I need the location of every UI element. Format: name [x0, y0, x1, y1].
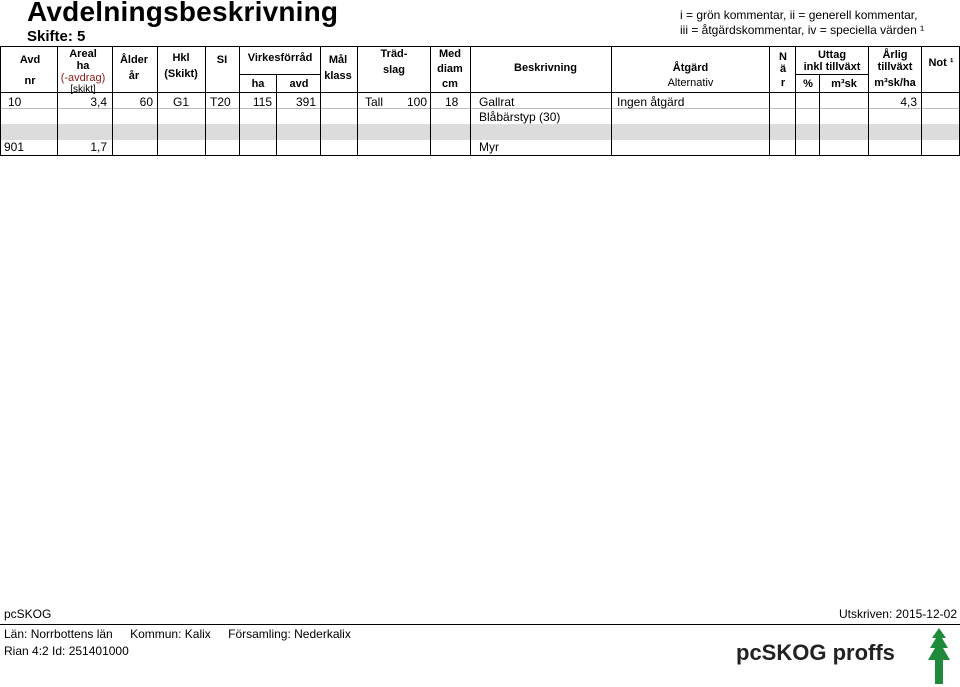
footer-kommun: Kommun: Kalix [130, 627, 211, 641]
cell-beskrivning: Gallrat [479, 95, 515, 109]
brand-logo-text: pcSKOG proffs [736, 640, 895, 665]
comment-legend [680, 8, 924, 38]
header-top-rule [0, 46, 960, 47]
cell-atgard: Ingen åtgärd [617, 95, 685, 109]
col-hkl-label: Hkl [172, 52, 190, 64]
col-vf-avd-header: avd [289, 78, 309, 90]
footer-lan: Län: Norrbottens län [4, 627, 113, 641]
col-uttag-sublabel: inkl tillväxt [803, 61, 861, 73]
col-uttag-m3-header: m³sk [831, 78, 857, 90]
col-malklass-label: Mål [328, 54, 348, 66]
col-beskrivning-header: Beskrivning [514, 62, 577, 74]
cell-beskrivning: Myr [479, 140, 499, 154]
col-meddiam-sublabel: diam [437, 63, 463, 75]
col-uttag-header [796, 49, 868, 73]
cell-vf-avd: 391 [295, 95, 316, 109]
col-vf-ha-header: ha [251, 78, 265, 90]
table-bottom-rule [0, 155, 960, 156]
col-hkl-sublabel: (Skikt) [164, 68, 198, 80]
col-alder-label: Ålder [119, 54, 149, 66]
col-uttag-label: Uttag [817, 49, 847, 61]
cell-avd: 10 [8, 95, 22, 109]
footer-property-id: Rian 4:2 Id: 251401000 [4, 644, 129, 658]
cell-si: T20 [210, 95, 231, 109]
col-si-header: SI [216, 54, 228, 66]
col-areal-label: Areal [69, 48, 97, 60]
col-hkl-header [158, 52, 204, 80]
cell-avd: 901 [4, 140, 25, 154]
col-virkesforrad-header: Virkesförråd [247, 52, 313, 64]
cell-tradslag: Tall [365, 95, 384, 109]
col-areal-layer: [skikt] [70, 84, 96, 95]
header-bottom-rule [0, 92, 960, 93]
subtitle-skifte: Skifte: 5 [27, 28, 86, 45]
col-avd-header [10, 54, 50, 87]
tree-logo-icon [927, 628, 951, 684]
col-avd-label: Avd [19, 54, 41, 66]
col-areal-unit: ha [76, 60, 90, 72]
col-not-header: Not ¹ [928, 57, 954, 69]
page-title: Avdelningsbeskrivning [27, 0, 339, 27]
legend-line-2: iii = åtgärdskommentar, iv = speciella värden ¹ [680, 23, 925, 37]
cell-areal: 1,7 [90, 140, 107, 154]
footer-app-name: pcSKOG [4, 607, 52, 621]
col-arlig-header [868, 49, 922, 89]
col-nar-letter-3: r [780, 77, 786, 89]
cell-beskrivning-line2: Blåbärstyp (30) [479, 110, 561, 124]
col-alder-unit: år [128, 70, 140, 82]
col-nar-letter-2: ä [779, 63, 787, 75]
col-uttag-pct-header: % [803, 78, 813, 90]
col-areal-deduction: (-avdrag) [60, 72, 106, 84]
col-arlig-sublabel: tillväxt [877, 61, 913, 73]
col-tradslag-sublabel: slag [382, 64, 405, 76]
virkesforrad-subrule [240, 74, 320, 75]
cell-arlig: 4,3 [900, 95, 917, 109]
col-malklass-header [320, 54, 356, 82]
legend-line-1: i = grön kommentar, ii = generell kommentar, [680, 8, 918, 22]
cell-tradslag-pct: 100 [406, 95, 427, 109]
col-meddiam-label: Med [439, 48, 461, 60]
col-tradslag-header [366, 48, 422, 76]
footer-forsamling: Församling: Nederkalix [228, 627, 351, 641]
col-nar-header [770, 51, 796, 89]
col-arlig-label: Årlig [882, 49, 908, 61]
cell-hkl: G1 [173, 95, 190, 109]
col-meddiam-unit: cm [442, 78, 458, 90]
col-tradslag-label: Träd- [380, 48, 408, 60]
col-malklass-sublabel: klass [324, 70, 352, 82]
col-nar-letter-1: N [779, 51, 787, 63]
col-alder-header [114, 54, 154, 82]
col-avd-sublabel: nr [24, 75, 36, 87]
footer-print-date: Utskriven: 2015-12-02 [838, 607, 957, 621]
row-band-shaded [0, 124, 960, 140]
col-arlig-unit: m³sk/ha [874, 77, 916, 89]
cell-alder: 60 [139, 95, 153, 109]
footer-location [4, 627, 365, 641]
cell-areal: 3,4 [90, 95, 107, 109]
col-alternativ-header: Alternativ [667, 77, 714, 89]
col-meddiam-header [430, 48, 470, 90]
col-areal-header [58, 48, 108, 96]
footer-rule [0, 624, 960, 625]
cell-meddiam: 18 [445, 95, 459, 109]
col-atgard-header: Åtgärd [672, 62, 709, 74]
cell-vf-ha: 115 [252, 95, 272, 109]
uttag-subrule [795, 74, 868, 75]
